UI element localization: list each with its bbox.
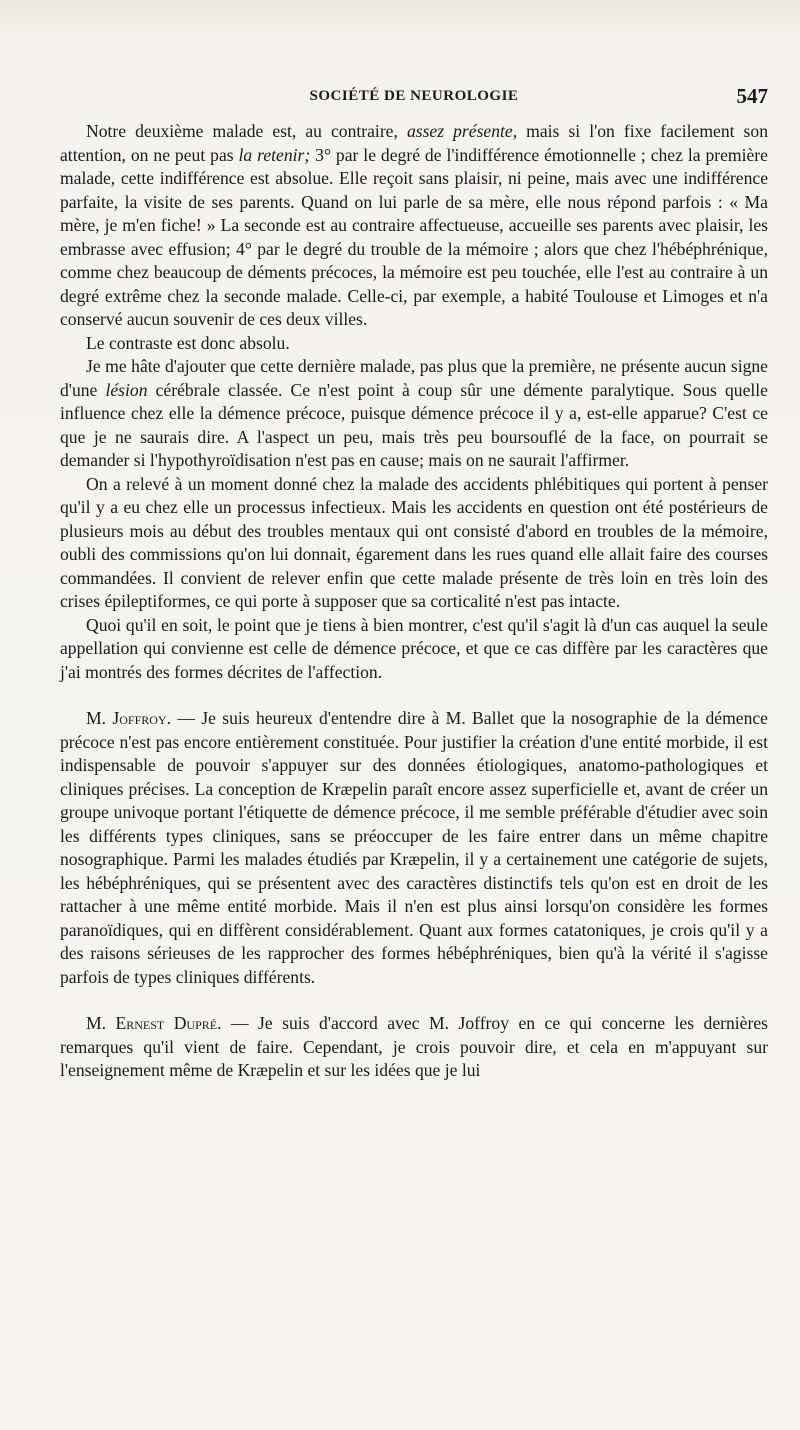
- running-title: SOCIÉTÉ DE NEUROLOGIE: [309, 88, 519, 104]
- body-text: [60, 120, 768, 1083]
- paragraph-dupre: M. Ernest Dupré. — Je suis d'accord avec M. Joffroy en ce qui concerne les dernières remarques qu'il vient de faire. Cependant, je crois pouvoir dire, et cela en m'appuyant sur l'enseignement même de Kræpelin et sur les idées que je lui: [60, 1013, 768, 1080]
- page-number: 547: [736, 84, 768, 108]
- page-header: [60, 84, 768, 112]
- paragraph: Quoi qu'il en soit, le point que je tiens à bien montrer, c'est qu'il s'agit là d'un cas auquel la seule appellation qui convienne est celle de démence précoce, et que ce cas diffère par les caractères que j'ai montrés des formes décrites de l'affection.: [60, 614, 768, 682]
- paragraph-joffroy: M. Joffroy. — Je suis heureux d'entendre dire à M. Ballet que la nosographie de la démence précoce n'est pas encore entièrement constituée. Pour justifier la création d'une entité morbide, il est indispensable de pouvoir s'appuyer sur des données étiologiques, anatomo-pathologiques et cliniques précises. La conception de Kræpelin paraît encore assez superficielle et, avant de créer un groupe univoque portant l'étiquette de démence précoce, il me semble préférable d'étudier avec soin les différents types cliniques, sans se préoccuper de les faire entrer dans un même chapitre nosographique. Parmi les malades étudiés par Kræpelin, il y a certainement une catégorie de sujets, les hébéphréniques, qui se présentent avec des caractères distinctifs tels qu'on est en droit de les rattacher à une même entité morbide. Mais il n'en est plus ainsi lorsqu'on considère les formes paranoïdiques, qui en diffèrent considérablement. Quant aux formes catatoniques, je crois qu'il y a des raisons sérieuses de les rapprocher des formes hébéphréniques, bien qu'à la vérité il s'agisse parfois de types cliniques différents.: [60, 708, 768, 987]
- speaker-name: Joffroy.: [112, 708, 171, 728]
- speaker-name: Ernest Dupré.: [115, 1013, 222, 1033]
- paragraph: On a relevé à un moment donné chez la malade des accidents phlébitiques qui portent à penser qu'il y a eu chez elle un processus infectieux. Mais les accidents en question ont été postérieurs de plusieurs mois au début des troubles mentaux qui ont consisté d'abord en troubles de la mémoire, oubli des commissions qu'on lui donnait, égarement dans les rues quand elle allait faire des courses commandées. Il convient de relever enfin que cette malade présente de très loin en très loin des crises épileptiformes, ce qui porte à supposer que sa corticalité n'est pas intacte.: [60, 473, 768, 611]
- paragraph: Notre deuxième malade est, au contraire, assez présente, mais si l'on fixe facilement son attention, on ne peut pas la retenir; 3° par le degré de l'indifférence émotionnelle ; chez la première malade, cette indifférence est absolue. Elle reçoit sans plaisir, ni peine, mais avec une indifférence parfaite, la visite de ses parents. Quand on lui parle de sa mère, elle nous répond parfois : « Ma mère, je m'en fiche! » La seconde est au contraire affectueuse, accueille ses parents avec plaisir, les embrasse avec effusion; 4° par le degré du trouble de la mémoire ; alors que chez l'hébéphrénique, comme chez beaucoup de déments précoces, la mémoire est peu touchée, elle l'est au contraire à un degré extrême chez la seconde malade. Celle-ci, par exemple, a habité Toulouse et Limoges et n'a conservé aucun souvenir de ces deux villes.: [60, 121, 768, 329]
- paragraph: Le contraste est donc absolu.: [86, 332, 290, 353]
- paragraph: Je me hâte d'ajouter que cette dernière malade, pas plus que la première, ne présente aucun signe d'une lésion cérébrale classée. Ce n'est point à coup sûr une démente paralytique. Sous quelle influence chez elle la démence précoce, puisque démence précoce il y a, est-elle apparue? C'est ce que je ne saurais dire. A l'aspect un peu, mais très peu boursouflé de la face, on pourrait se demander si l'hypothyroïdisation n'est pas en cause; mais on ne saurait l'affirmer.: [60, 356, 768, 470]
